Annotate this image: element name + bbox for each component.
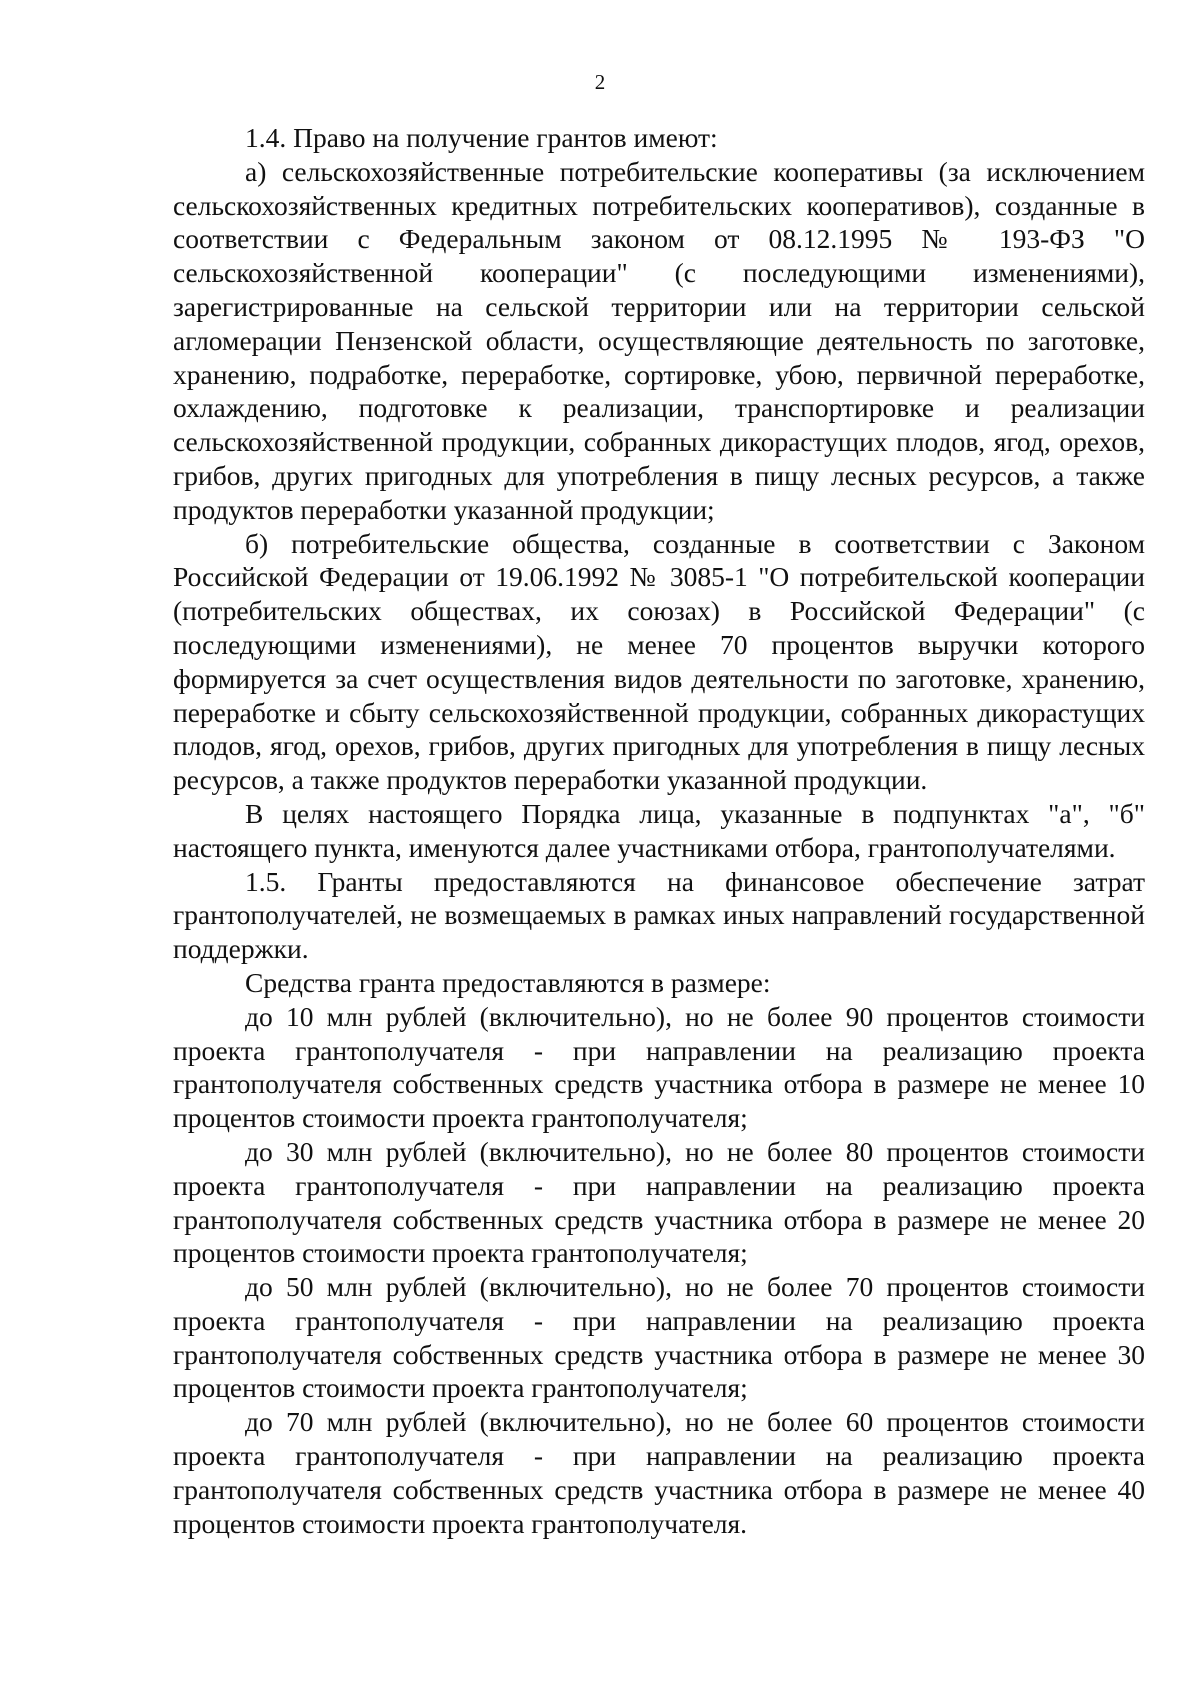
paragraph-grant-tier-30: до 30 млн рублей (включительно), но не более 80 процентов стоимости проекта грантополучателя - при направлении на реализацию проекта грантополучателя собственных средств участника отбора в размере не менее 20 процентов стоимости проекта грантополучателя; bbox=[173, 1135, 1145, 1269]
paragraph-grant-tier-50: до 50 млн рублей (включительно), но не более 70 процентов стоимости проекта грантополучателя - при направлении на реализацию проекта грантополучателя собственных средств участника отбора в размере не менее 30 процентов стоимости проекта грантополучателя; bbox=[173, 1271, 1145, 1404]
paragraph-grant-tier-70: до 70 млн рублей (включительно), но не более 60 процентов стоимости проекта грантополучателя - при направлении на реализацию проекта грантополучателя собственных средств участника отбора в размере не менее 40 процентов стоимости проекта грантополучателя. bbox=[173, 1406, 1145, 1539]
paragraph-participants-definition: В целях настоящего Порядка лица, указанные в подпунктах "а", "б" настоящего пункта, именуются далее участниками отбора, грантополучателями. bbox=[173, 797, 1145, 863]
paragraph-item-b: б) потребительские общества, созданные в соответствии с Законом Российской Федерации от 19.06.1992 № 3085-1 "О потребительской кооперации (потребительских обществах, их союзах) в Российской Федерации" (с последующими изменениями), не менее 70 процентов выручки которого формируется за счет осуществления видов деятельности по заготовке, хранению, переработке и сбыту сельскохозяйственной продукции, собранных дикорастущих плодов, ягод, орехов, грибов, других пригодных для употребления в пищу лесных ресурсов, а также продуктов переработки указанной продукции. bbox=[173, 527, 1145, 796]
paragraph-grant-size-intro: Средства гранта предоставляются в размере: bbox=[245, 966, 771, 998]
page-number: 2 bbox=[594, 70, 606, 94]
paragraph-item-a: а) сельскохозяйственные потребительские кооперативы (за исключением сельскохозяйственных кредитных потребительских кооперативов), созданные в соответствии с Федеральным законом от 08.12.1995 № 193-ФЗ "О сельскохозяйственной кооперации" (с последующими изменениями), зарегистрированные на сельской территории или на территории сельской агломерации Пензенской области, осуществляющие деятельность по заготовке, хранению, подработке, переработке, сортировке, убою, первичной переработке, охлаждению, подготовке к реализации, транспортировке и реализации сельскохозяйственной продукции, собранных дикорастущих плодов, ягод, орехов, грибов, других пригодных для употребления в пищу лесных ресурсов, а также продуктов переработки указанной продукции; bbox=[173, 155, 1145, 525]
document-body bbox=[173, 121, 1145, 1540]
paragraph-1-4-heading: 1.4. Право на получение грантов имеют: bbox=[245, 122, 718, 153]
paragraph-1-5: 1.5. Гранты предоставляются на финансовое обеспечение затрат грантополучателей, не возмещаемых в рамках иных направлений государственной поддержки. bbox=[173, 865, 1145, 965]
paragraph-grant-tier-10: до 10 млн рублей (включительно), но не более 90 процентов стоимости проекта грантополучателя - при направлении на реализацию проекта грантополучателя собственных средств участника отбора в размере не менее 10 процентов стоимости проекта грантополучателя; bbox=[173, 1000, 1145, 1134]
